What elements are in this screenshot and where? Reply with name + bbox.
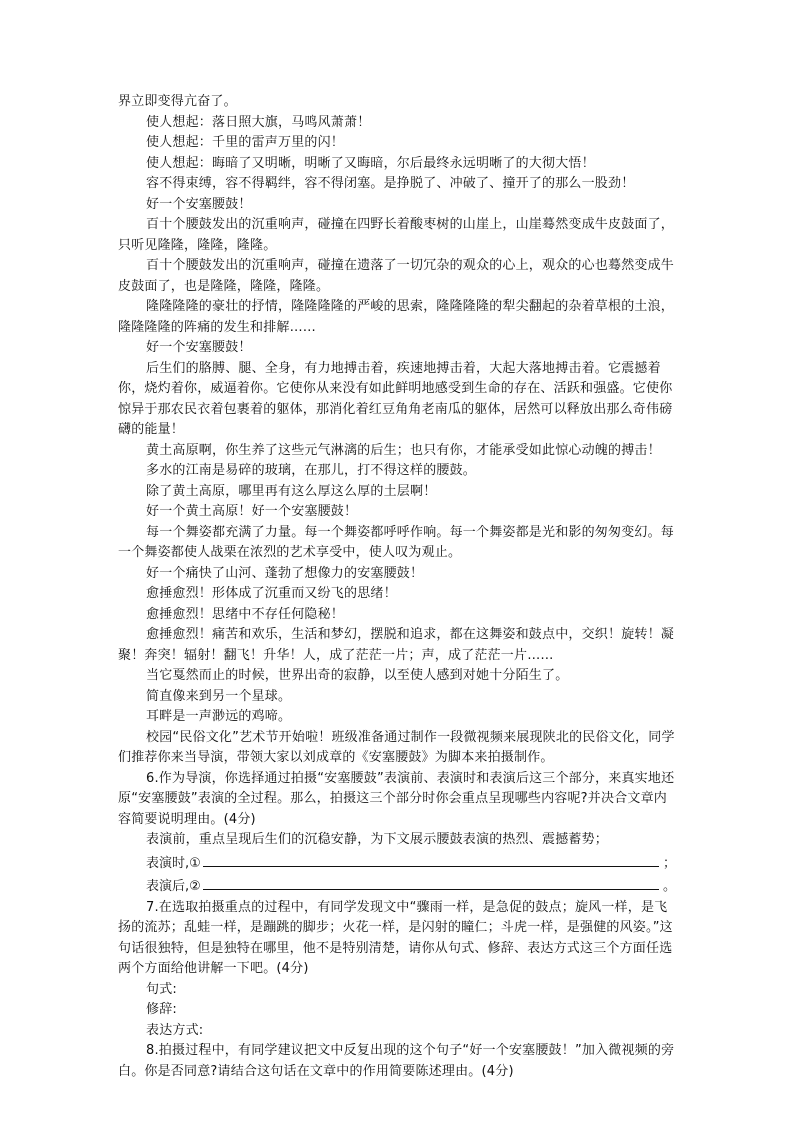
- text-line: 多水的江南是易碎的玻璃，在那儿，打不得这样的腰鼓。: [146, 463, 477, 478]
- answer-after-end: 。: [662, 879, 676, 894]
- text-line: 愈捶愈烈！思绪中不存任何隐秘！: [146, 606, 345, 622]
- task-intro: 校园“民俗文化”艺术节开始啦！班级准备通过制作一段微视频来展现陕北的民俗文化，同学们推荐你来当导演，带领大家以刘成章的《安塞腰鼓》为脚本来拍摄制作。: [118, 729, 675, 765]
- answer-after-row: [118, 874, 676, 898]
- text-line: 使人想起：落日照大旗，马鸣风萧萧！: [146, 114, 371, 130]
- text-line: 百十个腰鼓发出的沉重响声，碰撞在四野长着酸枣树的山崖上，山崖蓦然变成牛皮鼓面了，只听见隆隆，隆隆，隆隆。: [118, 217, 675, 253]
- text-line: 好一个痛快了山河、蓬勃了想像力的安塞腰鼓！: [146, 565, 424, 581]
- answer-during-label: 表演时,①: [146, 855, 201, 871]
- answer-sentence-pattern: 句式:: [146, 981, 177, 997]
- text-line: 简直像来到另一个星球。: [146, 688, 292, 704]
- text-line: 当它戛然而止的时候，世界出奇的寂静，以至使人感到对她十分陌生了。: [146, 668, 569, 683]
- text-line: 好一个黄土高原！好一个安塞腰鼓！: [146, 504, 358, 519]
- text-line: 耳畔是一声渺远的鸡啼。: [146, 709, 292, 724]
- answer-after-label: 表演后,②: [146, 879, 201, 894]
- question-6: 6.作为导演，你选择通过拍摄“安塞腰鼓”表演前、表演时和表演后这三个部分，来真实地还原“安塞腰鼓”表演的全过程。那么，拍摄这三个部分时你会重点呈现哪些内容呢?并决合文章内容简要说明理由。(4分): [118, 770, 675, 827]
- answer-during-blank[interactable]: [203, 851, 659, 867]
- question-8: 8.拍摄过程中，有同学建议把文中反复出现的这个句子“好一个安塞腰鼓！”加入微视频的旁白。你是否同意?请结合这句话在文章中的作用简要陈述理由。(4分): [118, 1043, 675, 1079]
- text-line: 愈捶愈烈！痛苦和欢乐，生活和梦幻，摆脱和追求，都在这舞姿和鼓点中，交织！旋转！凝聚！奔突！辐射！翻飞！升华！人，成了茫茫一片；声，成了茫茫一片……: [118, 627, 675, 663]
- text-line: 百十个腰鼓发出的沉重响声，碰撞在遗落了一切冗杂的观众的心上，观众的心也蓦然变成牛皮鼓面了，也是隆隆，隆隆，隆隆。: [118, 258, 675, 294]
- text-line: 每一个舞姿都充满了力量。每一个舞姿都呼呼作响。每一个舞姿都是光和影的匆匆变幻。每一个舞姿都使人战栗在浓烈的艺术享受中，使人叹为观止。: [118, 524, 675, 560]
- text-line: 好一个安塞腰鼓！: [146, 196, 252, 212]
- answer-after-blank[interactable]: [203, 874, 659, 890]
- answer-during-row: [118, 851, 676, 875]
- answer-before: 表演前，重点呈现后生们的沉稳安静，为下文展示腰鼓表演的热烈、震撼蓄势；: [146, 832, 609, 847]
- text-line: 好一个安塞腰鼓！: [146, 340, 252, 355]
- text-line: 隆隆隆隆的豪壮的抒情，隆隆隆隆的严峻的思索，隆隆隆隆的犁尖翻起的杂着草根的土浪，隆隆隆隆的阵痛的发生和排解……: [118, 299, 675, 335]
- question-7: 7.在选取拍摄重点的过程中，有同学发现文中“骤雨一样，是急促的鼓点；旋风一样，是飞扬的流苏；乱蛙一样，是蹦跳的脚步；火花一样，是闪射的瞳仁；斗虎一样，是强健的风姿。”这句话很独特，但是独特在哪里，他不是特别清楚，请你从句式、修辞、表达方式这三个方面任选两个方面给他讲解一下吧。(4分): [118, 899, 673, 976]
- text-line: 界立即变得亢奋了。: [118, 94, 237, 109]
- text-line: 使人想起：千里的雷声万里的闪！: [146, 135, 345, 150]
- text-line: 后生们的胳膊、腿、全身，有力地搏击着，疾速地搏击着，大起大落地搏击着。它震撼着你，烧灼着你，威逼着你。它使你从来没有如此鲜明地感受到生命的存在、活跃和强盛。它使你惊异于那农民衣着包裹着的躯体，那消化着红豆角角老南瓜的躯体，居然可以释放出那么奇伟磅礴的能量！: [118, 360, 673, 437]
- text-line: 除了黄土高原，哪里再有这么厚这么厚的土层啊！: [146, 483, 437, 499]
- document-page: [118, 92, 676, 1082]
- answer-during-end: ；: [662, 855, 676, 871]
- answer-expression: 表达方式:: [146, 1022, 204, 1038]
- text-line: 使人想起：晦暗了又明晰，明晰了又晦暗，尔后最终永远明晰了的大彻大悟！: [146, 155, 595, 171]
- text-line: 黄土高原啊，你生养了这些元气淋漓的后生；也只有你，才能承受如此惊心动魄的搏击！: [146, 442, 661, 458]
- answer-rhetoric: 修辞:: [146, 1002, 177, 1017]
- text-line: 愈捶愈烈！形体成了沉重而又纷飞的思绪！: [146, 586, 397, 601]
- text-line: 容不得束缚，容不得羁绊，容不得闭塞。是挣脱了、冲破了、撞开了的那么一股劲！: [146, 176, 635, 191]
